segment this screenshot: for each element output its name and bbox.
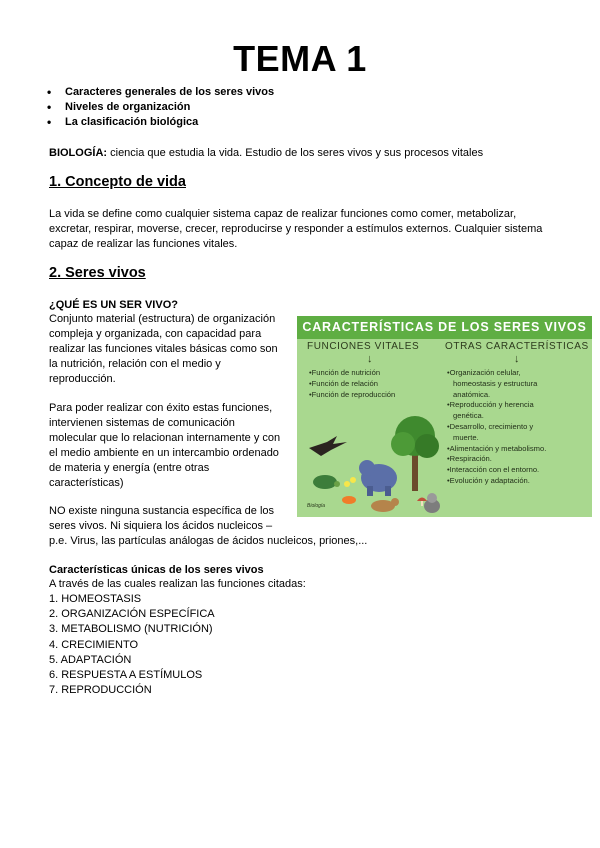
page-title: TEMA 1 bbox=[233, 38, 367, 79]
tree-crown bbox=[415, 434, 439, 458]
unique-intro: A través de las cuales realizan las funciones citadas: bbox=[49, 578, 306, 590]
biologia-term: BIOLOGÍA: bbox=[49, 147, 108, 159]
vital-functions-list bbox=[309, 368, 395, 400]
mushroom-stem bbox=[421, 501, 423, 506]
list-item: • Interacción con el entorno. bbox=[447, 465, 546, 476]
topic-item: • La clasificación biológica bbox=[47, 115, 274, 130]
infographic-title: CARACTERÍSTICAS DE LOS SERES VIVOS bbox=[297, 316, 592, 339]
text-line: compleja y organizada, con capacidad para bbox=[49, 328, 262, 340]
section2-heading: 2. Seres vivos bbox=[49, 265, 146, 281]
flower-icon bbox=[344, 481, 350, 487]
bear-leg bbox=[385, 486, 391, 496]
turtle-head bbox=[334, 481, 340, 487]
list-item: 4. CRECIMIENTO bbox=[49, 638, 139, 651]
characteristics-list bbox=[49, 592, 215, 698]
text-line: molecular que lo relacionan internamente y con bbox=[49, 432, 281, 444]
characteristics-infographic bbox=[297, 316, 592, 517]
topic-item: • Niveles de organización bbox=[47, 100, 274, 115]
topic-item: • Caracteres generales de los seres vivos bbox=[47, 85, 274, 100]
text-line: de materia y energía (entre otras bbox=[49, 462, 210, 474]
text-line: Conjunto material (estructura) de organización bbox=[49, 313, 276, 325]
tree-trunk bbox=[412, 451, 418, 491]
list-item: 3. METABOLISMO (NUTRICIÓN) bbox=[49, 623, 213, 636]
list-item: • Desarrollo, crecimiento y bbox=[447, 422, 546, 433]
text-line: características) bbox=[49, 477, 124, 489]
list-item: 7. REPRODUCCIÓN bbox=[49, 684, 152, 697]
fish-icon bbox=[342, 496, 356, 504]
para1 bbox=[49, 312, 278, 387]
list-item: • Función de nutrición bbox=[309, 368, 395, 379]
bear-head bbox=[359, 460, 375, 476]
topic-list bbox=[47, 85, 274, 130]
unique-heading: Características únicas de los seres vivos bbox=[49, 564, 264, 576]
text-line: NO existe ninguna sustancia específica de los bbox=[49, 505, 275, 517]
list-item: • Función de reproducción bbox=[309, 390, 395, 401]
biologia-definition bbox=[49, 146, 483, 161]
mushroom-icon bbox=[417, 498, 427, 502]
list-item-continuation: genética. bbox=[453, 411, 484, 421]
logo-text: Biología bbox=[307, 503, 326, 509]
animals-illustration bbox=[297, 406, 447, 517]
list-item: • Organización celular, bbox=[447, 368, 546, 379]
list-item: 2. ORGANIZACIÓN ESPECÍFICA bbox=[49, 608, 215, 621]
text-line: la nutrición, relación con el medio y bbox=[49, 358, 221, 370]
text-line: excretar, respirar, moverse, crecer, reproducirse y responder a estímulos externos. Cualquier sistema bbox=[49, 223, 543, 235]
section1-heading: 1. Concepto de vida bbox=[49, 174, 186, 190]
list-item: • Reproducción y herencia bbox=[447, 400, 546, 411]
arrow-down-icon: ↓ bbox=[514, 353, 520, 365]
biologia-text: ciencia que estudia la vida. Estudio de los seres vivos y sus procesos vitales bbox=[107, 147, 484, 159]
text-line: p.e. Virus, las partículas análogas de ácidos nucleicos, priones,... bbox=[49, 535, 368, 547]
list-item-continuation: homeostasis y estructura bbox=[453, 378, 538, 388]
list-item: • Respiración. bbox=[447, 454, 546, 465]
text-line: La vida se define como cualquier sistema capaz de realizar funciones como comer, metabolizar, bbox=[49, 208, 517, 220]
list-item: • Evolución y adaptación. bbox=[447, 476, 546, 487]
raccoon-head bbox=[427, 493, 437, 503]
tree-crown bbox=[391, 432, 415, 456]
list-item: 1. HOMEOSTASIS bbox=[49, 593, 142, 605]
deer-head bbox=[391, 498, 399, 506]
para2 bbox=[49, 401, 280, 491]
text-line: realizar las funciones vitales básicas como son bbox=[49, 343, 278, 355]
list-item: 5. ADAPTACIÓN bbox=[49, 653, 132, 666]
flower-icon bbox=[350, 477, 356, 483]
list-item: • Alimentación y metabolismo. bbox=[447, 444, 546, 455]
text-line: Para poder realizar con éxito estas funciones, bbox=[49, 402, 273, 414]
eagle-icon bbox=[309, 436, 347, 456]
text-line: reproducción. bbox=[49, 373, 116, 385]
question-heading: ¿QUÉ ES UN SER VIVO? bbox=[49, 299, 178, 311]
turtle-icon bbox=[313, 475, 337, 489]
bear-leg bbox=[367, 486, 373, 496]
list-item: 6. RESPUESTA A ESTÍMULOS bbox=[49, 669, 203, 682]
other-characteristics-list bbox=[447, 368, 546, 487]
text-line: intervienen sistemas de comunicación bbox=[49, 417, 235, 429]
vital-functions-header: FUNCIONES VITALES bbox=[307, 341, 420, 352]
list-item: • Función de relación bbox=[309, 379, 395, 390]
list-item-continuation: muerte. bbox=[453, 432, 479, 442]
other-characteristics-header: OTRAS CARACTERÍSTICAS bbox=[445, 341, 589, 352]
list-item-continuation: anatómica. bbox=[453, 389, 491, 399]
text-line: seres vivos. Ni siquiera los ácidos nucleicos – bbox=[49, 520, 273, 532]
section1-body bbox=[49, 207, 542, 252]
text-line: el medio ambiente en un intercambio ordenado bbox=[49, 447, 279, 459]
arrow-down-icon: ↓ bbox=[367, 353, 373, 365]
text-line: capaz de realizar las funciones vitales. bbox=[49, 238, 238, 250]
